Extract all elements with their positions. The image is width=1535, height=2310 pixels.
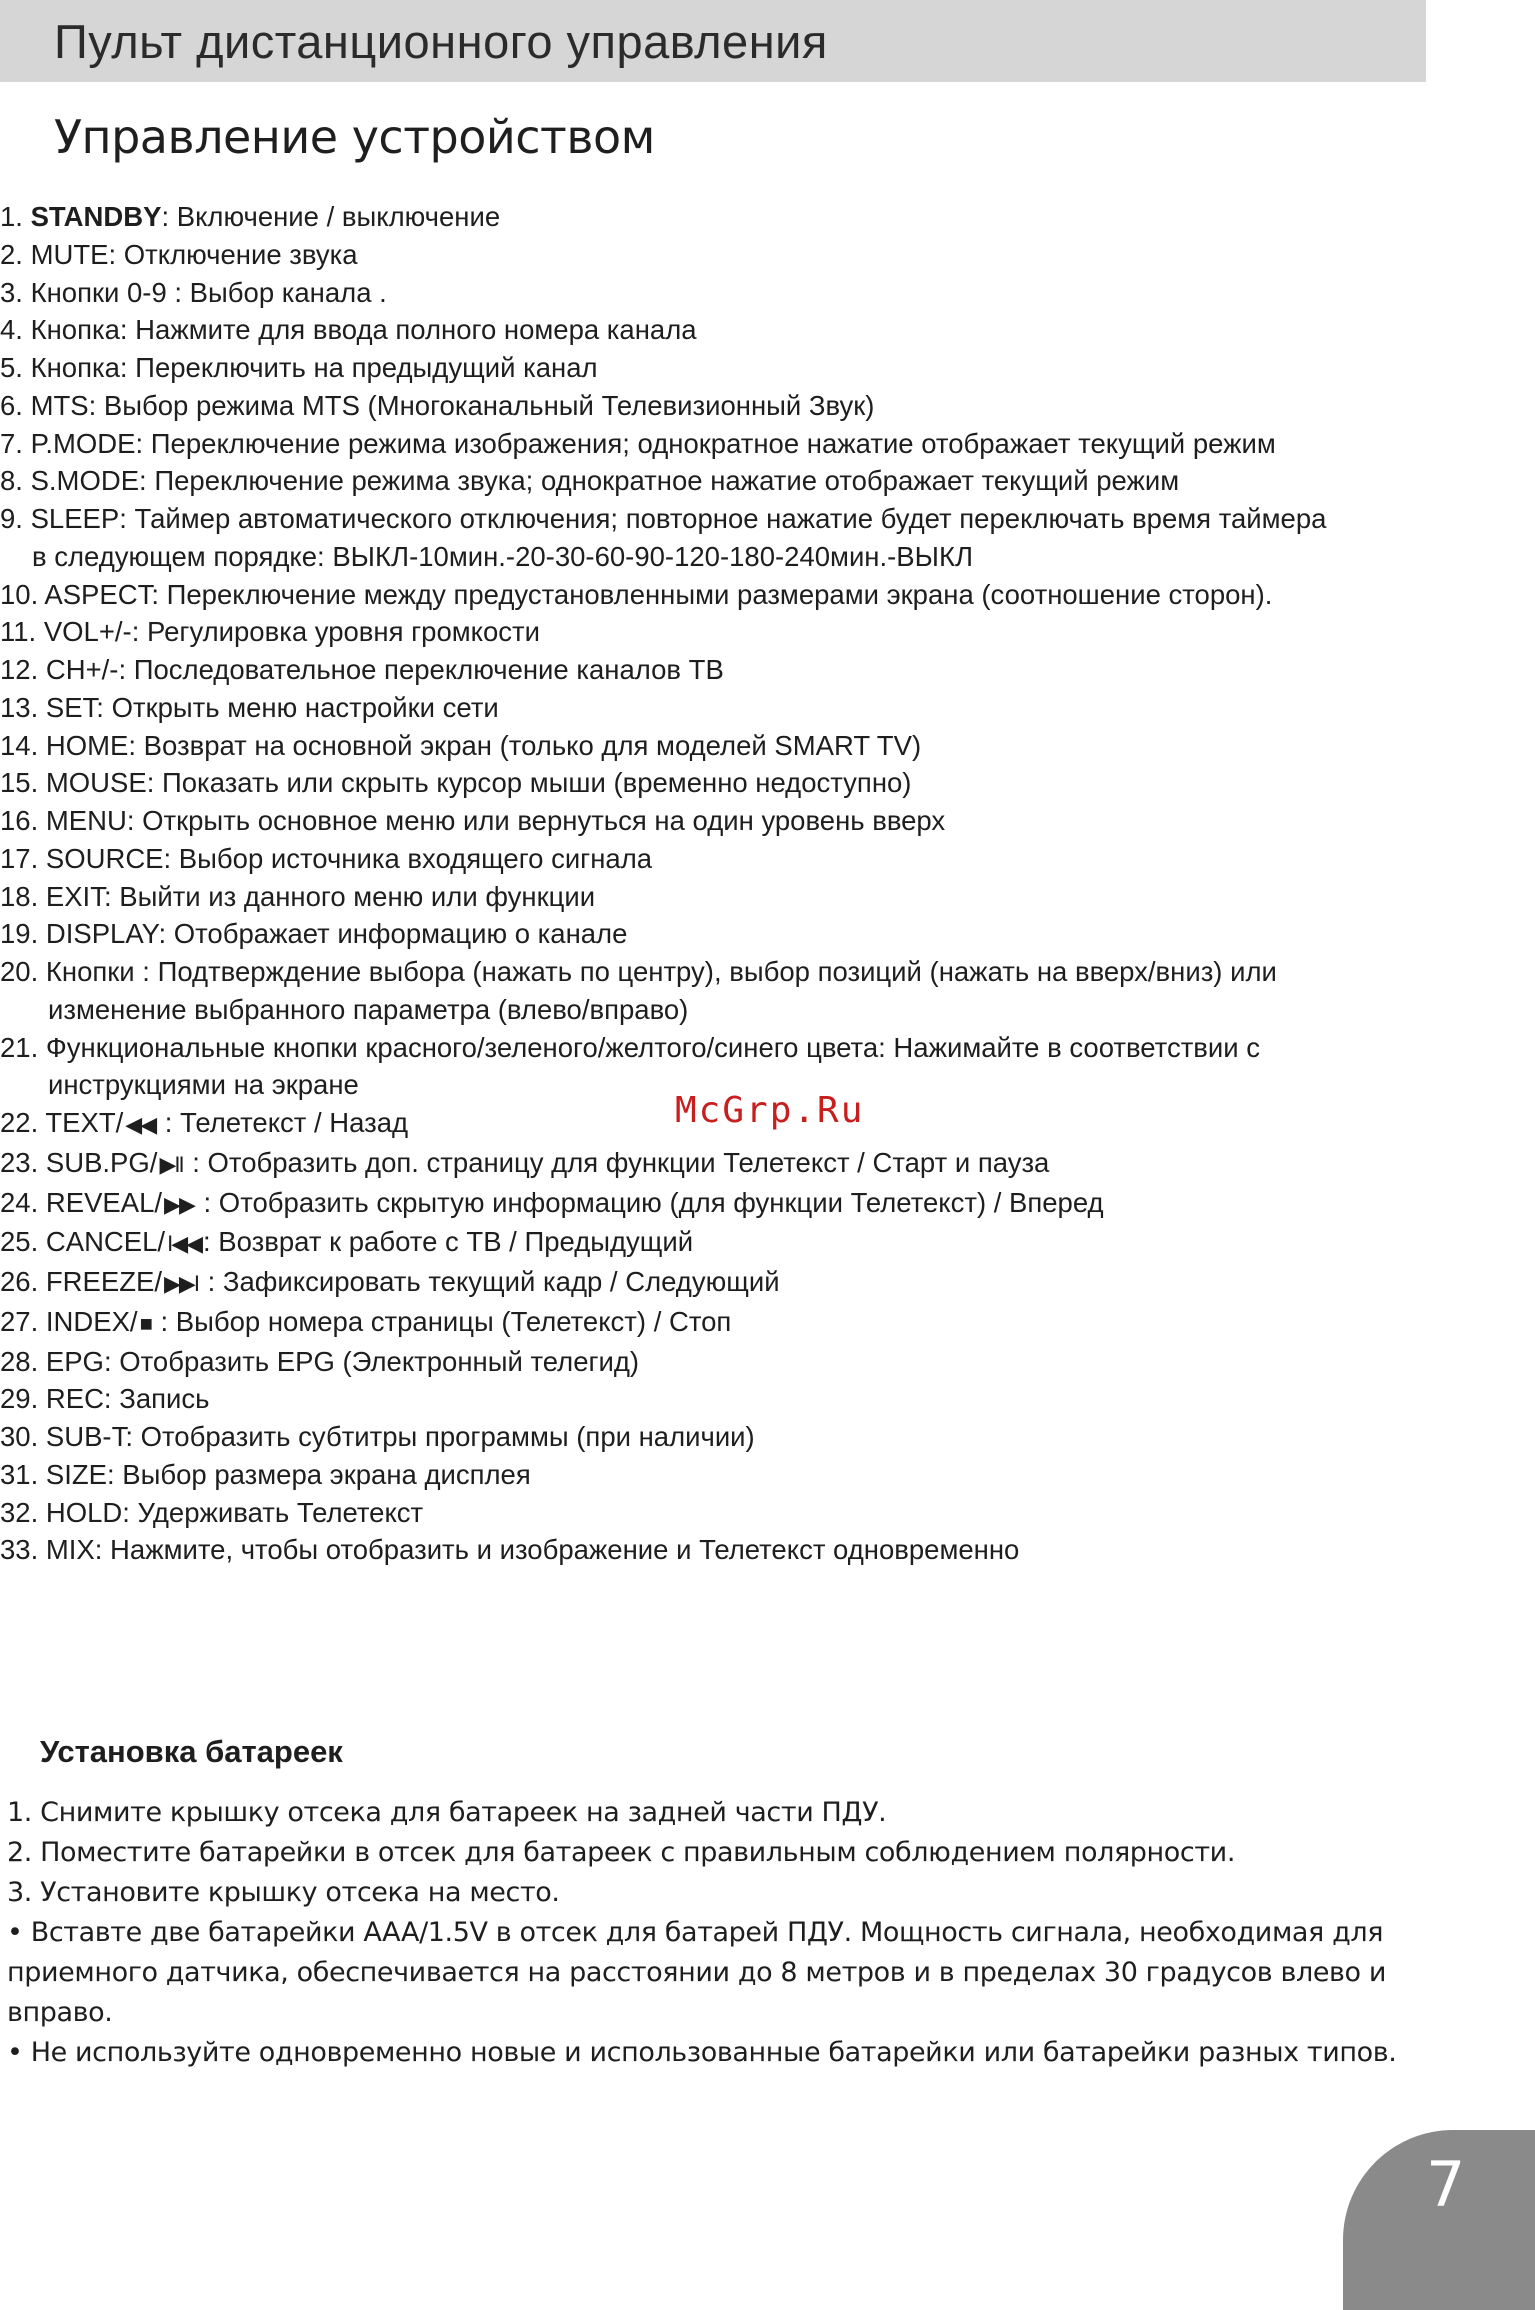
list-item: 28. EPG: Отобразить EPG (Электронный телегид) [0,1345,640,1377]
list-item-continuation: изменение выбранного параметра (влево/вправо) [48,993,689,1025]
list-item: 13. SET: Открыть меню настройки сети [0,691,499,723]
battery-instructions [7,1793,1427,2073]
play-pause-icon: ▶II [159,1151,183,1177]
list-item: 25. CANCEL/I◀◀: Возврат к работе с ТВ / Предыдущий [0,1226,694,1258]
list-item: • Вставте две батарейки AAA/1.5V в отсек для батарей ПДУ. Мощность сигнала, необходимая для [7,1917,1384,1948]
fast-forward-icon: ▶▶ [164,1191,194,1217]
list-item: 32. HOLD: Удерживать Телетекст [0,1496,424,1528]
list-item: вправо. [7,1997,113,2028]
function-list [0,198,1420,1569]
list-item: 20. Кнопки : Подтверждение выбора (нажать по центру), выбор позиций (нажать на вверх/вниз) или [0,956,1277,987]
list-item-continuation: в следующем порядке: ВЫКЛ-10мин.-20-30-60-90-120-180-240мин.-ВЫКЛ [32,540,974,572]
list-item: 18. EXIT: Выйти из данного меню или функции [0,880,596,912]
list-item: 31. SIZE: Выбор размера экрана дисплея [0,1458,531,1490]
list-item-continuation: инструкциями на экране [48,1069,359,1101]
page-title: Пульт дистанционного управления [54,15,828,68]
list-item: 12. CH+/-: Последовательное переключение каналов ТВ [0,654,724,685]
list-item: 29. REC: Запись [0,1383,210,1415]
skip-previous-icon: I◀◀ [167,1231,202,1257]
list-item: приемного датчика, обеспечивается на расстоянии до 8 метров и в пределах 30 градусов влево и [7,1957,1386,1988]
section-title: Управление устройством [54,110,655,164]
list-item: 21. Функциональные кнопки красного/зеленого/желтого/синего цвета: Нажимайте в соответствии с [0,1031,1261,1063]
list-item: 2. MUTE: Отключение звука [0,238,358,270]
list-item: 22. TEXT/◀◀ : Телетекст / Назад [0,1107,409,1138]
list-item: 9. SLEEP: Таймер автоматического отключения; повторное нажатие будет переключать время таймера [0,503,1327,534]
list-item: 10. ASPECT: Переключение между предустановленными размерами экрана (соотношение сторон). [0,578,1273,610]
list-item: 7. P.MODE: Переключение режима изображения; однократное нажатие отображает текущий режим [0,427,1276,459]
list-item: • Не используйте одновременно новые и использованные батарейки или батарейки разных типов. [7,2037,1397,2068]
rewind-icon: ◀◀ [125,1112,156,1137]
skip-next-icon: ▶▶I [164,1271,198,1296]
list-item: 1. Снимите крышку отсека для батареек на задней части ПДУ. [7,1797,887,1828]
list-item: 33. MIX: Нажмите, чтобы отобразить и изображение и Телетекст одновременно [0,1534,1020,1566]
watermark: McGrp.Ru [675,1090,865,1131]
list-item: 26. FREEZE/▶▶I : Зафиксировать текущий кадр / Следующий [0,1266,780,1297]
list-item: 14. HOME: Возврат на основной экран (только для моделей SMART TV) [0,729,922,761]
stop-icon: ■ [139,1310,151,1336]
list-item: 3. Кнопки 0-9 : Выбор канала . [0,276,387,308]
list-item: 19. DISPLAY: Отображает информацию о канале [0,918,628,950]
list-item: 23. SUB.PG/▶II : Отобразить доп. страницу для функции Телетекст / Старт и пауза [0,1146,1050,1178]
page-number: 7 [1426,2148,1466,2221]
list-item: 27. INDEX/■ : Выбор номера страницы (Телетекст) / Стоп [0,1305,732,1337]
list-item: 16. MENU: Открыть основное меню или вернуться на один уровень вверх [0,805,946,836]
list-item: 3. Установите крышку отсека на место. [7,1877,560,1908]
list-item: 11. VOL+/-: Регулировка уровня громкости [0,616,540,648]
list-item: 17. SOURCE: Выбор источника входящего сигнала [0,842,653,874]
list-item: 5. Кнопка: Переключить на предыдущий канал [0,352,598,383]
list-item: 2. Поместите батарейки в отсек для батареек с правильным соблюдением полярности. [7,1837,1235,1868]
list-item: 4. Кнопка: Нажмите для ввода полного номера канала [0,314,697,346]
list-item: 1. STANDBY: Включение / выключение [0,201,501,232]
list-item: 8. S.MODE: Переключение режима звука; однократное нажатие отображает текущий режим [0,465,1180,497]
list-item: 15. MOUSE: Показать или скрыть курсор мыши (временно недоступно) [0,767,912,799]
list-item: 24. REVEAL/▶▶ : Отобразить скрытую информацию (для функции Телетекст) / Вперед [0,1186,1104,1218]
battery-section-title: Установка батареек [40,1734,343,1769]
list-item: 6. MTS: Выбор режима MTS (Многоканальный Телевизионный Звук) [0,389,875,421]
list-item: 30. SUB-T: Отобразить субтитры программы (при наличии) [0,1421,755,1452]
